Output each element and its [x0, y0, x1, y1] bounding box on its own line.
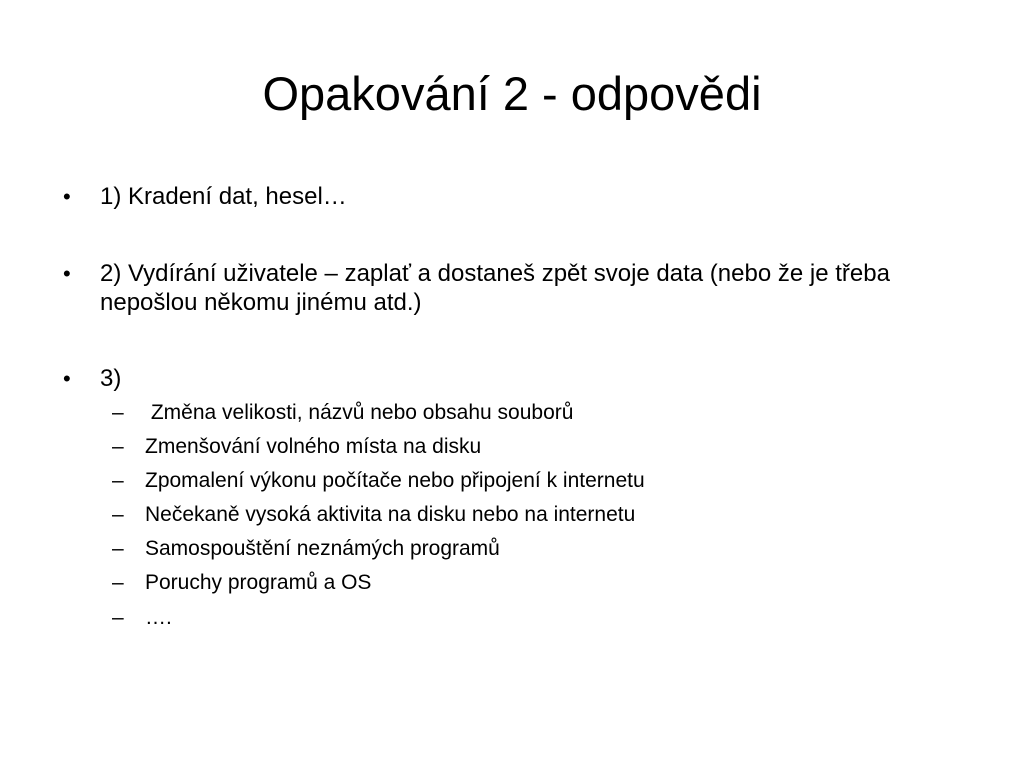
bullet-item-2-text: 2) Vydírání uživatele – zaplať a dostaneš zpět svoje data (nebo že je třeba nepošlou někomu jinému atd.) [100, 260, 890, 316]
dash-icon: – [112, 537, 124, 560]
sub-item-1-text: Změna velikosti, názvů nebo obsahu souborů [145, 401, 574, 424]
bullet-item-1-text: 1) Kradení dat, hesel… [100, 183, 347, 210]
bullet-icon: • [63, 184, 71, 209]
bullet-item-2 [63, 259, 980, 317]
sub-item-4 [112, 502, 975, 528]
sub-item-2-text: Zmenšování volného místa na disku [145, 435, 482, 458]
dash-icon: – [112, 469, 124, 492]
sub-item-5 [112, 536, 975, 562]
sub-item-2 [112, 434, 975, 460]
bullet-item-3-text: 3) [100, 365, 122, 392]
dash-icon: – [112, 571, 124, 594]
bullet-item-1 [63, 182, 980, 211]
dash-icon: – [112, 606, 124, 629]
dash-icon: – [112, 401, 124, 424]
bullet-icon: • [63, 261, 71, 286]
bullet-icon: • [63, 366, 71, 391]
slide-title: Opakování 2 - odpovědi [262, 67, 762, 120]
sub-item-7 [112, 605, 975, 631]
sub-item-6-text: Poruchy programů a OS [145, 571, 372, 594]
sub-item-3 [112, 468, 975, 494]
sub-item-7-text: …. [145, 606, 172, 629]
sub-item-3-text: Zpomalení výkonu počítače nebo připojení k internetu [145, 469, 645, 492]
dash-icon: – [112, 435, 124, 458]
sub-item-4-text: Nečekaně vysoká aktivita na disku nebo na internetu [145, 503, 636, 526]
sub-item-5-text: Samospouštění neznámých programů [145, 537, 500, 560]
dash-icon: – [112, 503, 124, 526]
sub-item-6 [112, 570, 975, 596]
sub-item-1 [112, 400, 975, 426]
bullet-item-3 [63, 364, 980, 393]
